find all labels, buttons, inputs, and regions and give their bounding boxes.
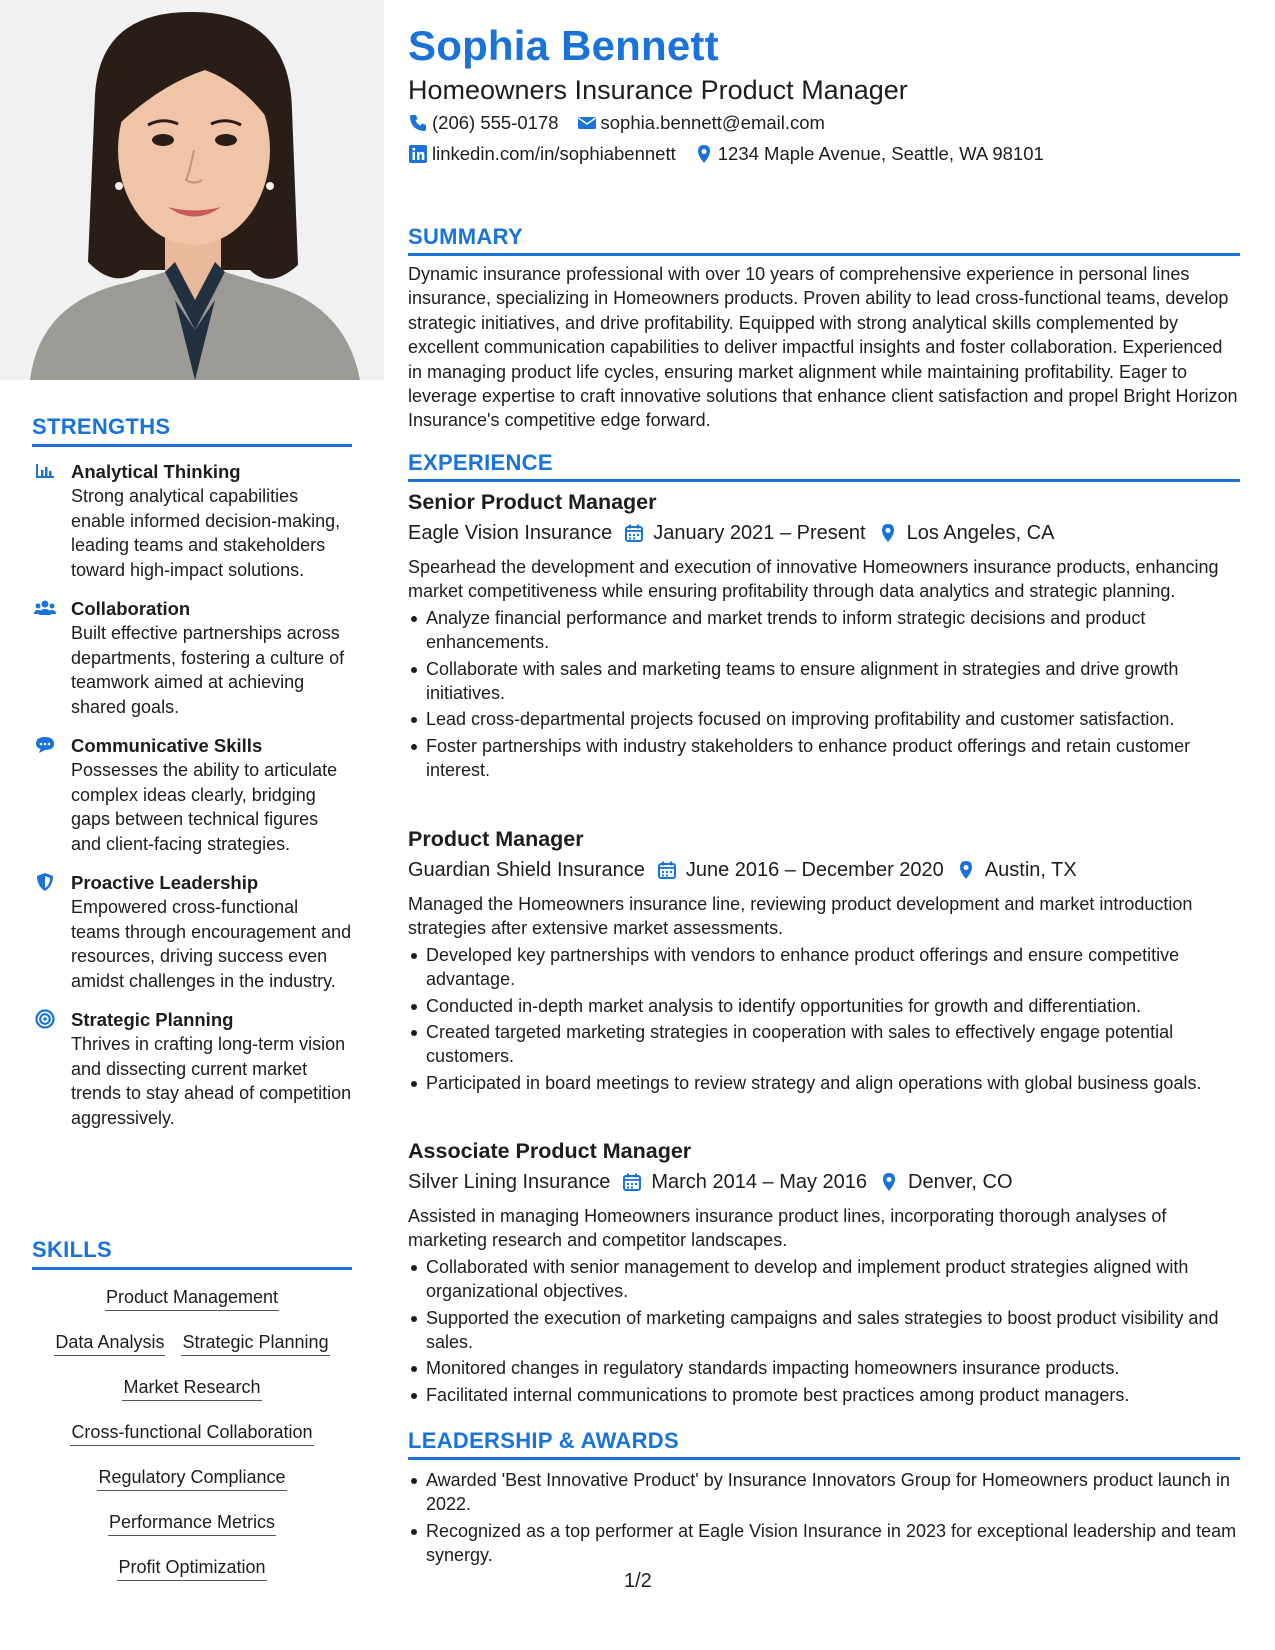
- skill-tag: Data Analysis: [54, 1329, 165, 1356]
- job-title: Product Manager: [408, 827, 584, 851]
- skill-tag: Regulatory Compliance: [97, 1464, 286, 1491]
- awards-title: LEADERSHIP & AWARDS: [408, 1428, 1240, 1460]
- skill-tag: Cross-functional Collaboration: [70, 1419, 313, 1446]
- linkedin-icon: [408, 144, 428, 164]
- skill-tag: Profit Optimization: [117, 1554, 266, 1581]
- page-number: 1/2: [624, 1570, 652, 1592]
- job-meta: [408, 1166, 1240, 1198]
- users-icon: [34, 598, 56, 618]
- list-item: Collaborated with senior management to develop and implement product strategies aligned with organizational objectives.: [408, 1255, 1240, 1304]
- summary-title: SUMMARY: [408, 224, 1240, 256]
- list-item: Awarded 'Best Innovative Product' by Insurance Innovators Group for Homeowners product launch in 2022.: [408, 1468, 1240, 1517]
- list-item: Collaborate with sales and marketing teams to ensure alignment in strategies and drive growth initiatives.: [408, 657, 1240, 706]
- candidate-name: Sophia Bennett: [408, 22, 719, 69]
- job-entry: [408, 488, 1240, 783]
- envelope-icon: [577, 113, 597, 133]
- job-company: Silver Lining Insurance: [408, 1171, 611, 1193]
- email-text: sophia.bennett@email.com: [600, 112, 825, 133]
- calendar-icon: [624, 523, 644, 543]
- target-icon: [34, 1009, 56, 1029]
- job-dates: January 2021 – Present: [653, 522, 866, 544]
- list-item: Analyze financial performance and market trends to inform strategic decisions and product enhancements.: [408, 606, 1240, 655]
- map-pin-icon: [694, 144, 714, 164]
- skill-tag: Product Management: [105, 1284, 279, 1311]
- strength-desc: Empowered cross-functional teams through encouragement and resources, driving success even amidst challenges in the industry.: [71, 897, 352, 991]
- map-pin-icon: [879, 1172, 899, 1192]
- strength-desc: Built effective partnerships across departments, fostering a culture of teamwork aimed at achieving shared goals.: [71, 623, 345, 717]
- job-entry: [408, 825, 1240, 1095]
- bar-chart-icon: [34, 461, 56, 481]
- map-pin-icon: [956, 860, 976, 880]
- strength-title: Collaboration: [71, 598, 191, 619]
- calendar-icon: [622, 1172, 642, 1192]
- strengths-title: STRENGTHS: [32, 414, 352, 447]
- list-item: Monitored changes in regulatory standards impacting homeowners insurance products.: [408, 1356, 1240, 1380]
- summary-text: Dynamic insurance professional with over 10 years of comprehensive experience in personal lines insurance, specializing in Homeowners products. Proven ability to lead cross-functional teams, develop strategic initiatives, and drive profitability. Equipped with strong analytical skills complemented by excellent communication capabilities to deliver impactful insights and foster collaboration. Experienced in managing product life cycles, ensuring market alignment while maintaining profitability. Eager to leverage expertise to craft innovative solutions that enhance client satisfaction and propel Bright Horizon Insurance's competitive edge forward.: [408, 264, 1238, 431]
- strength-desc: Thrives in crafting long-term vision and dissecting current market trends to stay ahead of competition aggressively.: [71, 1034, 352, 1128]
- profile-photo: [0, 0, 384, 380]
- strength-desc: Possesses the ability to articulate complex ideas clearly, bridging gaps between technical figures and client-facing strategies.: [71, 760, 338, 854]
- job-description: Managed the Homeowners insurance line, reviewing product development and market introduction strategies after extensive market assessments.: [408, 894, 1193, 939]
- calendar-icon: [657, 860, 677, 880]
- strengths-section: [32, 414, 352, 1130]
- address-contact: [694, 143, 1044, 165]
- skills-list: [32, 1284, 352, 1599]
- job-description: Spearhead the development and execution of innovative Homeowners insurance products, enhancing market competitiveness while ensuring profitability through data analytics and strategic planning.: [408, 557, 1219, 602]
- skill-tag: Performance Metrics: [108, 1509, 276, 1536]
- job-description: Assisted in managing Homeowners insurance product lines, incorporating thorough analyses of marketing research and competitor landscapes.: [408, 1206, 1167, 1251]
- list-item: Supported the execution of marketing campaigns and sales strategies to boost product visibility and sales.: [408, 1306, 1240, 1355]
- strength-desc: Strong analytical capabilities enable informed decision-making, leading teams and stakeholders toward high-impact solutions.: [71, 486, 341, 580]
- phone-text: (206) 555-0178: [432, 112, 559, 133]
- job-dates: June 2016 – December 2020: [685, 859, 944, 881]
- job-location: Los Angeles, CA: [906, 522, 1055, 544]
- email-contact[interactable]: [577, 112, 825, 134]
- job-dates: March 2014 – May 2016: [651, 1171, 868, 1193]
- strength-item: [32, 596, 352, 719]
- skills-title: SKILLS: [32, 1237, 352, 1270]
- job-bullets: [408, 943, 1240, 1095]
- list-item: Created targeted marketing strategies in cooperation with sales to effectively engage potential customers.: [408, 1020, 1240, 1069]
- strength-item: [32, 459, 352, 582]
- list-item: Participated in board meetings to review strategy and align operations with global business goals.: [408, 1071, 1240, 1095]
- linkedin-text: linkedin.com/in/sophiabennett: [432, 143, 676, 164]
- shield-icon: [34, 872, 56, 892]
- job-entry: [408, 1137, 1240, 1407]
- skills-section: [32, 1237, 352, 1599]
- skill-tag: Strategic Planning: [181, 1329, 329, 1356]
- chat-bubble-icon: [34, 735, 56, 755]
- phone-contact[interactable]: [408, 112, 559, 134]
- list-item: Recognized as a top performer at Eagle Vision Insurance in 2023 for exceptional leadership and team synergy.: [408, 1519, 1240, 1568]
- list-item: Facilitated internal communications to promote best practices among product managers.: [408, 1383, 1240, 1407]
- job-company: Guardian Shield Insurance: [408, 859, 645, 881]
- candidate-role: Homeowners Insurance Product Manager: [408, 75, 908, 105]
- sidebar: [0, 0, 384, 1650]
- job-bullets: [408, 606, 1240, 783]
- strength-title: Communicative Skills: [71, 735, 263, 756]
- job-location: Austin, TX: [984, 859, 1077, 881]
- strength-title: Strategic Planning: [71, 1009, 234, 1030]
- list-item: Lead cross-departmental projects focused on improving profitability and customer satisfaction.: [408, 707, 1240, 731]
- job-meta: [408, 854, 1240, 886]
- strength-title: Analytical Thinking: [71, 461, 241, 482]
- strength-item: [32, 870, 352, 993]
- linkedin-contact[interactable]: [408, 143, 676, 165]
- strength-title: Proactive Leadership: [71, 872, 259, 893]
- map-pin-icon: [878, 523, 898, 543]
- job-meta: [408, 517, 1240, 549]
- list-item: Conducted in-depth market analysis to identify opportunities for growth and differentiation.: [408, 994, 1240, 1018]
- job-title: Associate Product Manager: [408, 1139, 692, 1163]
- skill-tag: Market Research: [122, 1374, 261, 1401]
- address-text: 1234 Maple Avenue, Seattle, WA 98101: [717, 143, 1044, 164]
- list-item: Foster partnerships with industry stakeholders to enhance product offerings and retain customer interest.: [408, 734, 1240, 783]
- job-location: Denver, CO: [908, 1171, 1013, 1193]
- job-title: Senior Product Manager: [408, 490, 657, 514]
- strength-item: [32, 1007, 352, 1130]
- list-item: Developed key partnerships with vendors to enhance product offerings and ensure competitive advantage.: [408, 943, 1240, 992]
- phone-icon: [408, 113, 428, 133]
- contact-row-2: [408, 143, 1062, 165]
- job-company: Eagle Vision Insurance: [408, 522, 613, 544]
- job-bullets: [408, 1255, 1240, 1407]
- experience-title: EXPERIENCE: [408, 450, 1240, 482]
- contact-row-1: [408, 112, 843, 134]
- strength-item: [32, 733, 352, 856]
- awards-list: [408, 1466, 1240, 1568]
